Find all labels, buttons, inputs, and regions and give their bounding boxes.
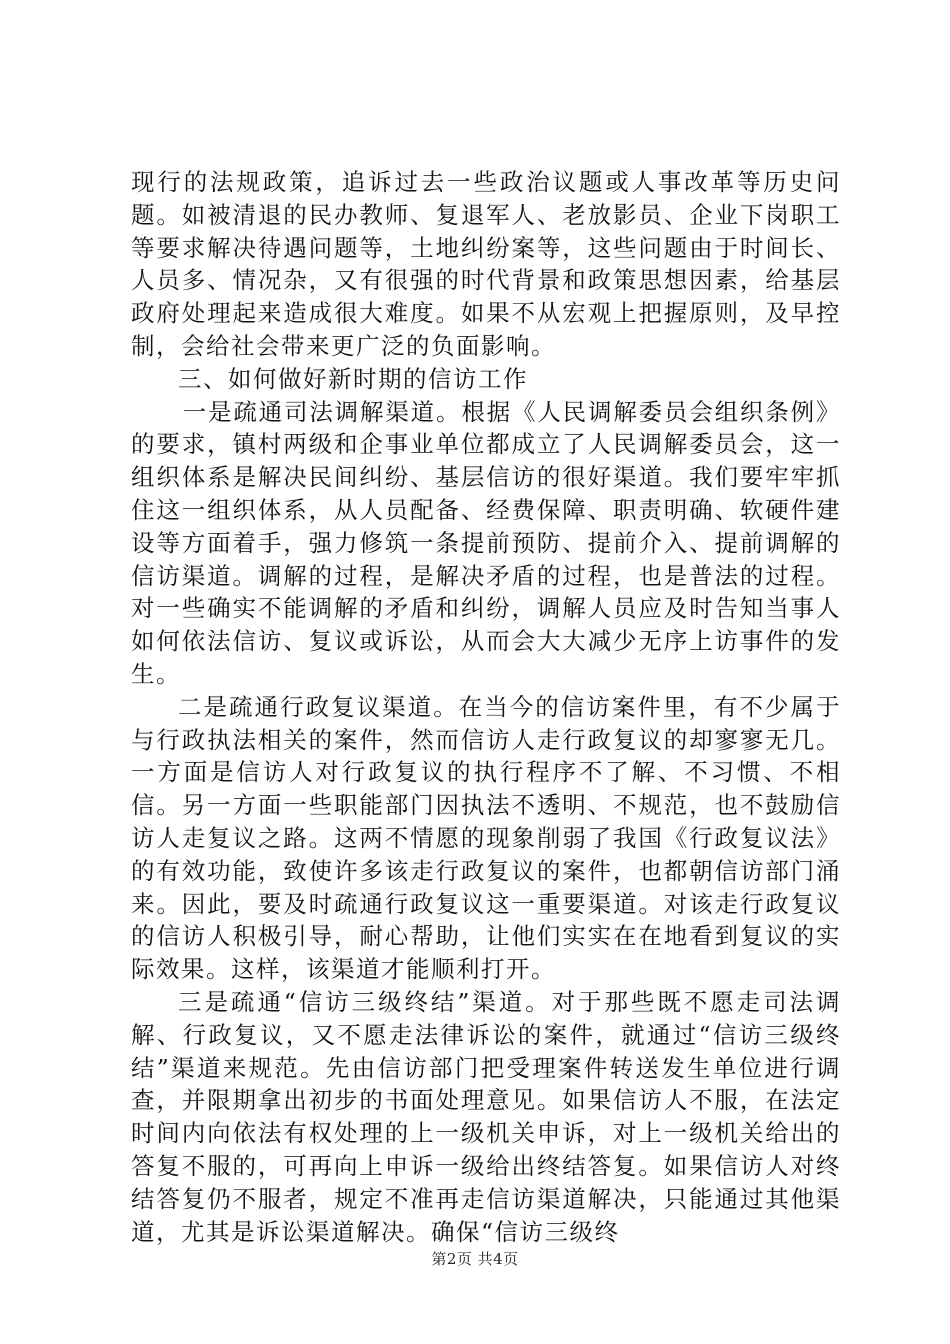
document-body — [131, 166, 841, 1248]
paragraph-three-level-termination: 三是疏通“信访三级终结”渠道。对于那些既不愿走司法调解、行政复议，又不愿走法律诉讼的案件，就通过“信访三级终结”渠道来规范。先由信访部门把受理案件转送发生单位进行调查，并限期拿出初步的书面处理意见。如果信访人不服，在法定时间内向依法有权处理的上一级机关申诉，对上一级机关给出的答复不服的，可再向上申诉一级给出终结答复。如果信访人对终结答复仍不服者，规定不准再走信访渠道解决，只能通过其他渠道，尤其是诉讼渠道解决。确保“信访三级终 — [131, 987, 841, 1246]
section-heading: 三、如何做好新时期的信访工作 — [178, 364, 528, 393]
paragraph-continuation: 现行的法规政策，追诉过去一些政治议题或人事改革等历史问题。如被清退的民办教师、复退军人、老放影员、企业下岗职工等要求解决待遇问题等，土地纠纷案等，这些问题由于时间长、人员多、情况杂，又有很强的时代背景和政策思想因素，给基层政府处理起来造成很大难度。如果不从宏观上把握原则，及早控制，会给社会带来更广泛的负面影响。 — [131, 168, 841, 360]
page-number-footer: 第2页 共4页 — [431, 1250, 519, 1268]
paragraph-judicial-mediation: 一是疏通司法调解渠道。根据《人民调解委员会组织条例》的要求，镇村两级和企事业单位都成立了人民调解委员会，这一组织体系是解决民间纠纷、基层信访的很好渠道。我们要牢牢抓住这一组织体系，从人员配备、经费保障、职责明确、软硬件建设等方面着手，强力修筑一条提前预防、提前介入、提前调解的信访渠道。调解的过程，是解决矛盾的过程，也是普法的过程。对一些确实不能调解的矛盾和纠纷，调解人员应及时告知当事人如何依法信访、复议或诉讼，从而会大大减少无序上访事件的发生。 — [131, 397, 841, 688]
paragraph-administrative-review: 二是疏通行政复议渠道。在当今的信访案件里，有不少属于与行政执法相关的案件，然而信访人走行政复议的却寥寥无几。一方面是信访人对行政复议的执行程序不了解、不习惯、不相信。另一方面一些职能部门因执法不透明、不规范，也不鼓励信访人走复议之路。这两不情愿的现象削弱了我国《行政复议法》的有效功能，致使许多该走行政复议的案件，也都朝信访部门涌来。因此，要及时疏通行政复议这一重要渠道。对该走行政复议的信访人积极引导，耐心帮助，让他们实实在在地看到复议的实际效果。这样，该渠道才能顺利打开。 — [131, 692, 841, 984]
